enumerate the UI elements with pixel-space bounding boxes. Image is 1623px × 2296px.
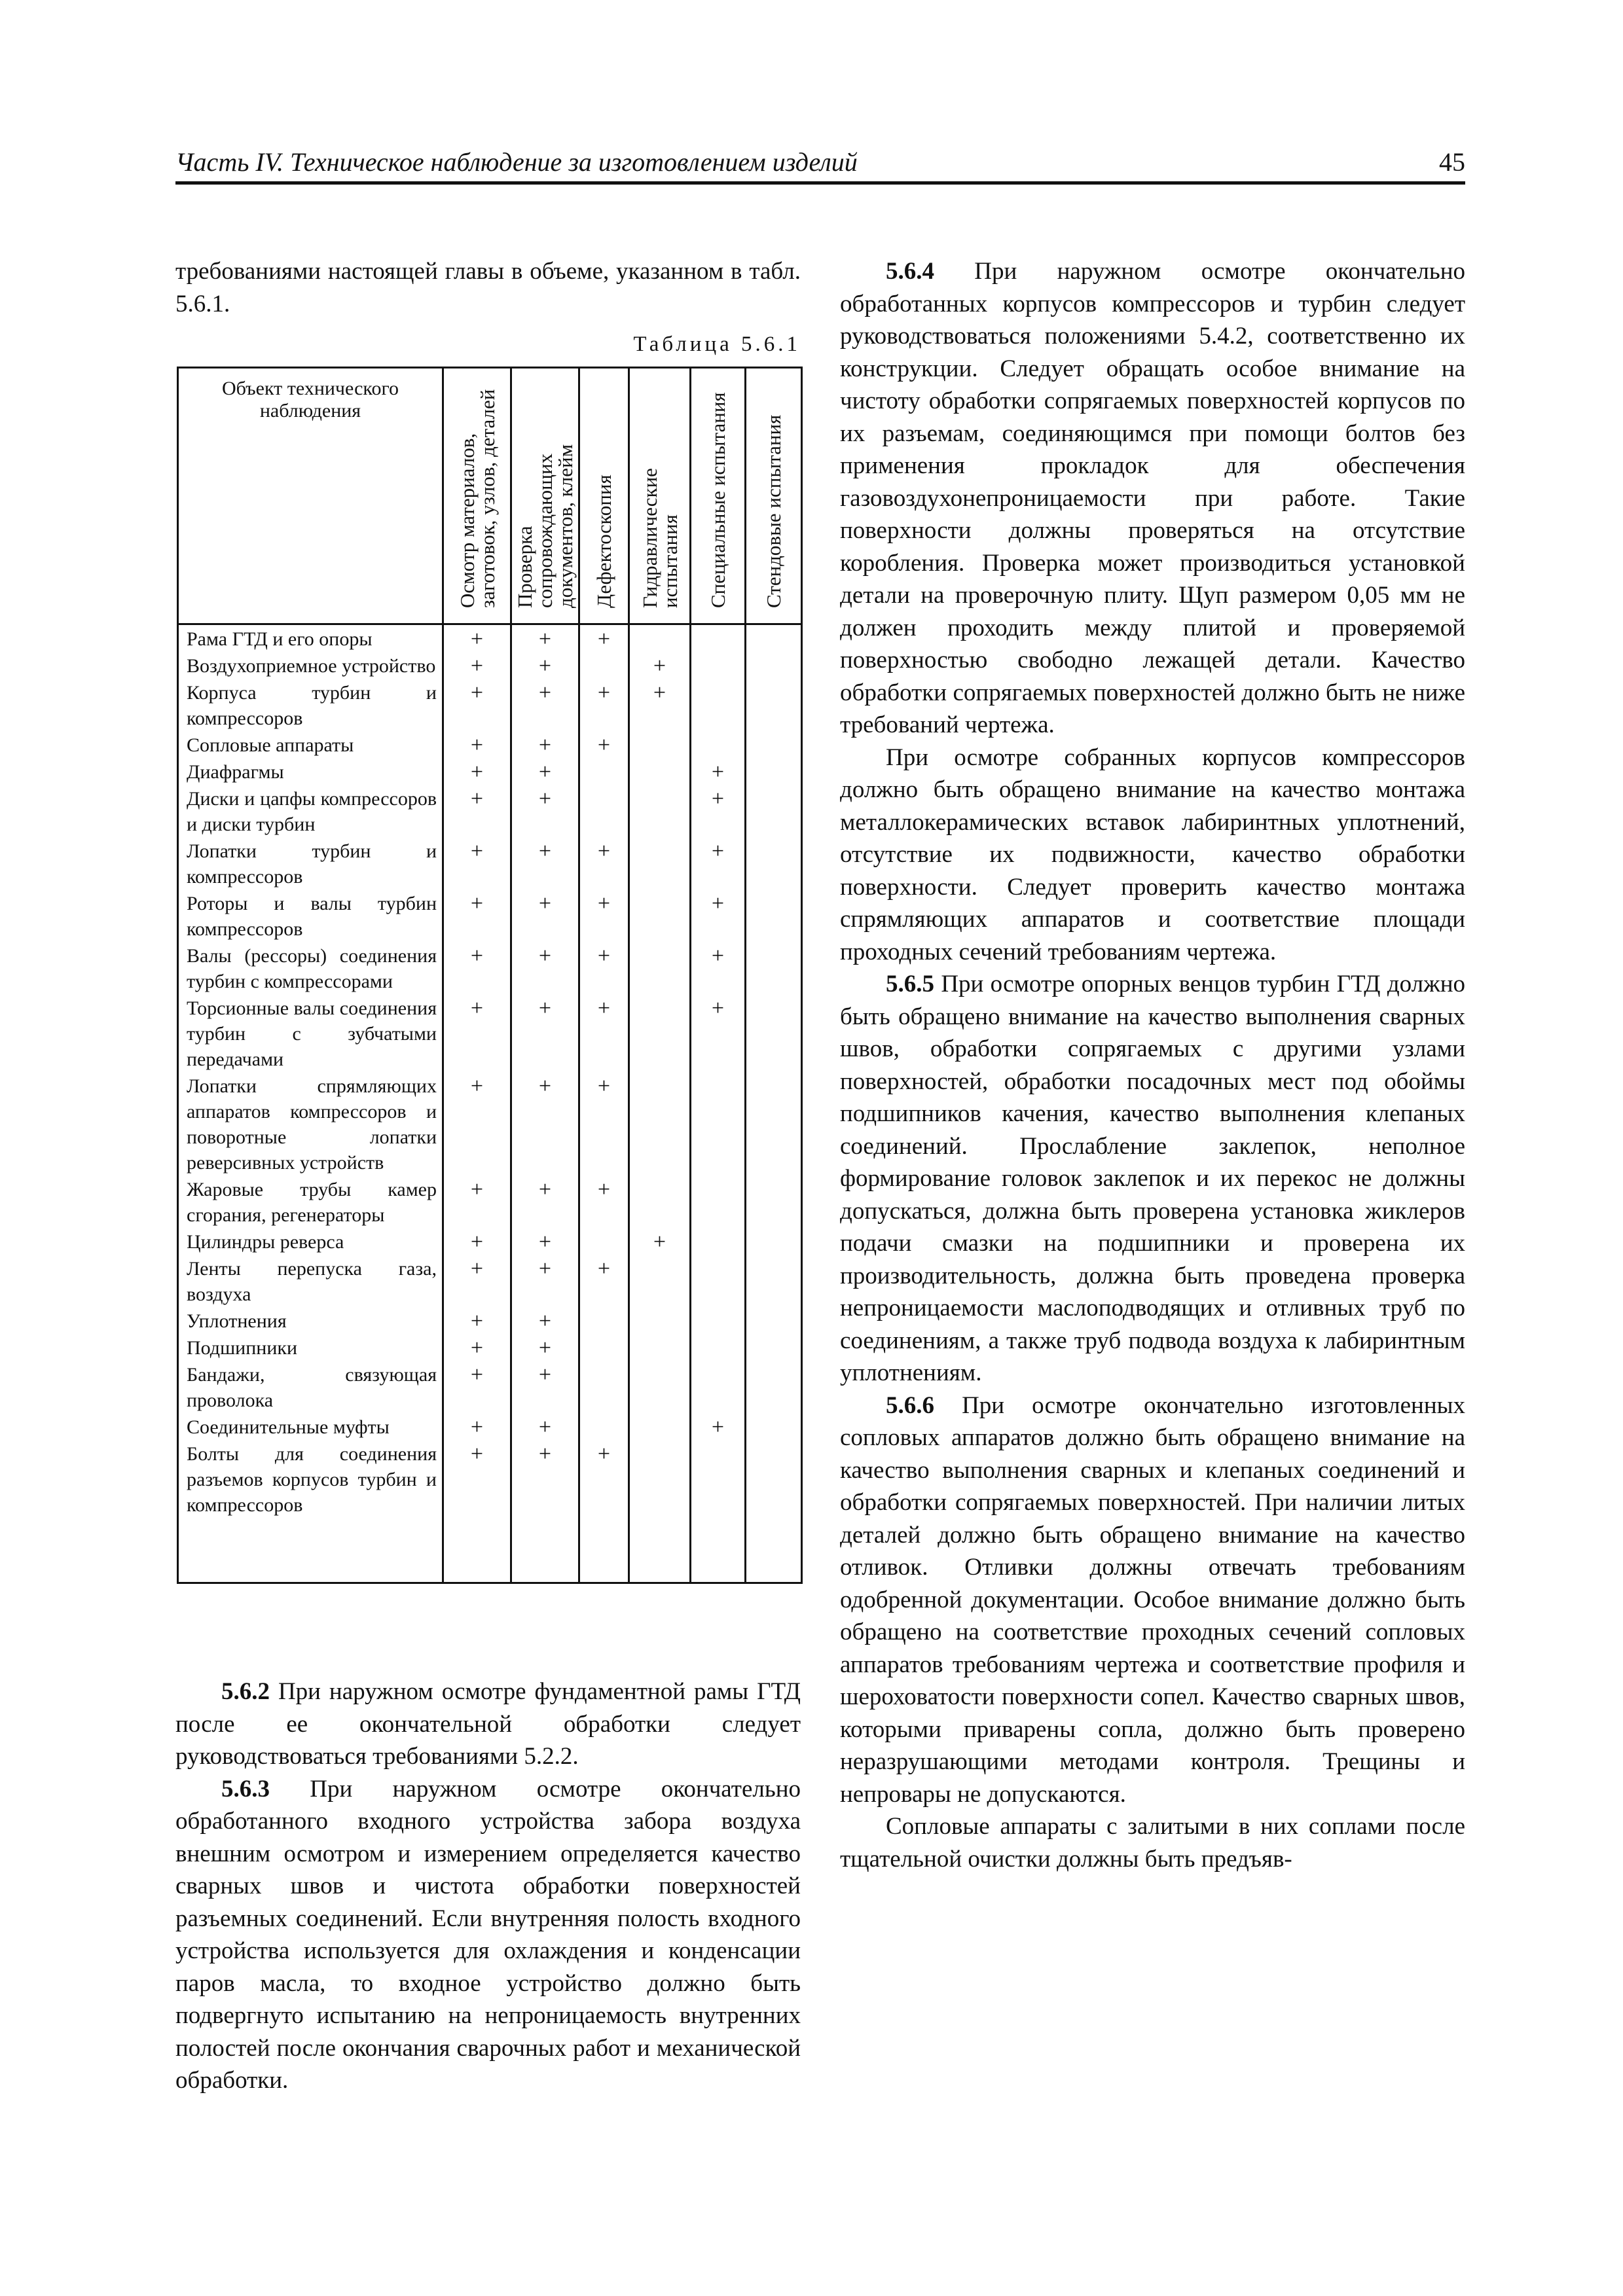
row-mark [629,1307,691,1334]
row-mark: + [443,1334,511,1361]
row-mark: + [629,1228,691,1255]
row-mark [746,785,802,837]
row-mark [691,624,746,653]
row-mark [629,1255,691,1307]
row-mark [629,758,691,785]
clause-number: 5.6.4 [886,258,934,285]
row-mark: + [443,1413,511,1440]
row-mark [629,837,691,889]
row-mark [691,679,746,731]
inspection-table [177,367,803,1584]
row-mark [629,1413,691,1440]
row-mark: + [443,942,511,994]
paragraph-text: При осмотре собранных корпусов компрессоров должно быть обращено внимание на качество монтажа металлокерамических вставок лабиринтных уплотнений, отсутствие их подвижности, качество обработки поверхности. Следует проверить качество монтажа спрямляющих аппаратов и соответствие площади проходных сечений требованиям чертежа. [840,744,1465,965]
paragraph [840,255,1465,742]
page-number: 45 [1439,147,1465,177]
row-mark [691,1307,746,1334]
paragraph [840,1390,1465,1811]
row-mark [691,1255,746,1307]
row-object-name: Роторы и валы турбин компрессоров [178,889,443,942]
row-mark: + [579,1255,629,1307]
row-mark: + [629,652,691,679]
row-mark: + [511,942,579,994]
table-row [178,624,802,653]
table-row [178,652,802,679]
left-paragraphs [175,1676,801,2097]
paragraph-text: При наружном осмотре окончательно обработанного входного устройства забора воздуха внешним осмотром и измерением определяется качество сварных швов и чистота обработки поверхностей разъемных соединений. Если внутренняя полость входного устройства используется для охлаждения и конденсации паров масла, то входное устройство должно быть подвергнуто испытанию на непроницаемость внутренних полостей после окончания сварочных работ и механической обработки. [175,1775,801,2094]
row-mark: + [579,1175,629,1228]
row-mark [691,1334,746,1361]
row-mark: + [511,624,579,653]
row-mark: + [443,1440,511,1518]
row-mark [746,624,802,653]
row-mark: + [579,624,629,653]
table-row [178,1072,802,1175]
row-mark [691,1361,746,1413]
row-mark [746,1255,802,1307]
row-mark: + [511,1228,579,1255]
row-mark [691,1072,746,1175]
row-mark: + [511,1072,579,1175]
row-mark [629,1334,691,1361]
table-row [178,679,802,731]
paragraph-text: При наружном осмотре фундаментной рамы ГТД после ее окончательной обработки следует руководствоваться требованиями 5.2.2. [175,1678,801,1770]
paragraph [840,968,1465,1390]
column-header: Дефектоскопия [579,368,629,624]
row-mark [746,731,802,758]
row-mark [746,837,802,889]
row-mark: + [691,837,746,889]
row-mark [579,652,629,679]
row-object-name: Сопловые аппараты [178,731,443,758]
row-mark [629,1072,691,1175]
row-mark [579,1307,629,1334]
table-row [178,994,802,1072]
row-mark [746,679,802,731]
row-mark: + [511,785,579,837]
table-row [178,942,802,994]
row-object-name: Торсионные валы соединения турбин с зубчатыми передачами [178,994,443,1072]
table-row [178,1307,802,1334]
row-mark: + [691,942,746,994]
column-header: Проверка сопровождающих документов, клейм [511,368,579,624]
row-mark [746,994,802,1072]
table-caption: Таблица 5.6.1 [633,332,801,356]
row-mark: + [443,758,511,785]
row-mark [579,1413,629,1440]
row-mark [746,1334,802,1361]
row-mark [746,1361,802,1413]
row-object-name: Подшипники [178,1334,443,1361]
row-mark: + [443,1175,511,1228]
row-mark [629,942,691,994]
row-mark [691,652,746,679]
row-mark: + [579,889,629,942]
row-mark [629,785,691,837]
row-mark: + [511,1334,579,1361]
row-mark [746,1307,802,1334]
intro-text: требованиями настоящей главы в объеме, указанном в табл. 5.6.1. [175,258,801,317]
row-object-name: Корпуса турбин и компрессоров [178,679,443,731]
row-mark: + [443,1072,511,1175]
row-mark: + [511,1413,579,1440]
row-mark [579,785,629,837]
row-mark [629,994,691,1072]
row-mark: + [443,1307,511,1334]
row-mark [691,1228,746,1255]
column-header: Гидравлические испытания [629,368,691,624]
clause-number: 5.6.5 [886,971,934,997]
row-mark [746,652,802,679]
paragraph-text: При осмотре окончательно изготовленных сопловых аппаратов должно быть обращено внимание на качество выполнения сварных и клепаных соединений и обработки сопрягаемых поверхностей. При наличии литых деталей должно быть обращено внимание на качество отливок. Отливки должны отвечать требованиям одобренной документации. Особое внимание должно быть обращено на соответствие проходных сечений сопловых аппаратов требованиям чертежа и соответствие профиля и шероховатости поверхности сопел. Качество сварных швов, которыми приварены сопла, должно быть проверено неразрушающими методами контроля. Трещины и непровары не допускаются. [840,1391,1465,1808]
table-row [178,731,802,758]
row-mark: + [443,1255,511,1307]
row-mark: + [511,758,579,785]
row-mark: + [511,1175,579,1228]
paragraph-text: При наружном осмотре окончательно обработанных корпусов компрессоров и турбин следует руководствоваться положениями 5.4.2, соответственно их конструкции. Следует обращать особое внимание на чистоту обработки сопрягаемых поверхностей корпусов по их разъемам, соединяющимся при помощи болтов без применения прокладок для обеспечения газовоздухонепроницаемости при работе. Такие поверхности должны проверяться на отсутствие коробления. Проверка может производиться установкой детали на проверочную плиту. Щуп размером 0,05 мм не должен проходить между плитой и проверяемой поверхностью свободно лежащей детали. Качество обработки сопрягаемых поверхностей должно быть не ниже требований чертежа. [840,258,1465,738]
row-mark [629,1361,691,1413]
column-header-object: Объект технического наблюдения [178,368,443,624]
row-mark [629,889,691,942]
table-row [178,1361,802,1413]
row-object-name: Диски и цапфы компрессоров и диски турбин [178,785,443,837]
row-mark [691,731,746,758]
row-mark [746,1440,802,1518]
row-object-name: Ленты перепуска газа, воздуха [178,1255,443,1307]
row-mark [746,1413,802,1440]
right-paragraphs [840,255,1465,1875]
row-mark: + [511,1307,579,1334]
row-mark: + [579,994,629,1072]
table-row [178,1413,802,1440]
paragraph [175,1676,801,1773]
table-row [178,1255,802,1307]
row-mark: + [443,652,511,679]
row-mark [629,731,691,758]
row-object-name: Бандажи, связующая проволока [178,1361,443,1413]
column-header: Специальные испытания [691,368,746,624]
row-mark: + [691,1413,746,1440]
clause-number: 5.6.3 [221,1775,270,1803]
row-object-name: Уплотнения [178,1307,443,1334]
row-mark: + [443,1361,511,1413]
paragraph-text: При осмотре опорных венцов турбин ГТД должно быть обращено внимание на качество выполнения сварных швов, обработки сопрягаемых с другими узлами поверхностей, обработки посадочных мест под обоймы подшипников качения, качество выполнения клепаных соединений. Прослабление заклепок, неполное формирование головок заклепок и их перекос не должны допускаться, должна быть проверена установка жиклеров подачи смазки на подшипники и проверена их производительность, должна быть проведена проверка непроницаемости маслоподводящих и отливных труб по соединениям, а также труб подвода воздуха к лабиринтным уплотнениям. [840,971,1465,1386]
table-row [178,1440,802,1518]
row-object-name: Болты для соединения разъемов корпусов турбин и компрессоров [178,1440,443,1518]
row-mark [691,1175,746,1228]
row-mark: + [511,679,579,731]
header-title: Часть IV. Техническое наблюдение за изготовлением изделий [175,147,858,177]
row-mark: + [511,837,579,889]
row-mark [746,942,802,994]
row-mark: + [443,731,511,758]
row-mark: + [443,679,511,731]
table-row [178,758,802,785]
table-row [178,785,802,837]
row-mark: + [511,994,579,1072]
row-mark [629,1440,691,1518]
table-row [178,837,802,889]
row-mark: + [511,1255,579,1307]
paragraph [840,742,1465,969]
row-mark [746,1228,802,1255]
row-mark: + [443,889,511,942]
table-header-row [178,368,802,624]
row-mark: + [443,994,511,1072]
row-mark: + [579,731,629,758]
paragraph [840,1810,1465,1875]
row-object-name: Валы (рессоры) соединения турбин с компрессорами [178,942,443,994]
row-mark: + [691,758,746,785]
row-mark [579,1228,629,1255]
row-mark [691,1440,746,1518]
row-mark [579,758,629,785]
row-mark: + [511,652,579,679]
row-mark: + [691,889,746,942]
left-intro [175,255,801,320]
row-object-name: Лопатки турбин и компрессоров [178,837,443,889]
table-row [178,1175,802,1228]
row-mark: + [579,942,629,994]
row-mark [746,758,802,785]
row-object-name: Лопатки спрямляющих аппаратов компрессоров и поворотные лопатки реверсивных устройств [178,1072,443,1175]
table-row [178,1334,802,1361]
paragraph [175,1773,801,2097]
row-mark [629,1175,691,1228]
row-object-name: Цилиндры реверса [178,1228,443,1255]
table-row [178,889,802,942]
running-header [175,141,1465,185]
row-mark [629,624,691,653]
row-object-name: Рама ГТД и его опоры [178,624,443,653]
row-object-name: Воздухоприемное устройство [178,652,443,679]
row-mark: + [579,1440,629,1518]
column-header: Осмотр материалов, заготовок, узлов, деталей [443,368,511,624]
row-mark [746,1072,802,1175]
row-mark: + [511,889,579,942]
row-mark: + [443,837,511,889]
row-mark: + [691,785,746,837]
row-object-name: Диафрагмы [178,758,443,785]
paragraph-text: Сопловые аппараты с залитыми в них соплами после тщательной очистки должны быть предъяв- [840,1813,1465,1873]
table-row [178,1228,802,1255]
row-object-name: Жаровые трубы камер сгорания, регенераторы [178,1175,443,1228]
row-mark [579,1334,629,1361]
row-mark: + [691,994,746,1072]
row-mark: + [629,679,691,731]
row-mark: + [511,731,579,758]
row-mark: + [579,1072,629,1175]
row-mark: + [579,679,629,731]
row-mark [746,1175,802,1228]
column-header: Стендовые испытания [746,368,802,624]
row-mark [579,1361,629,1413]
row-mark: + [443,785,511,837]
row-mark: + [443,1228,511,1255]
row-mark: + [443,624,511,653]
row-mark: + [579,837,629,889]
row-mark: + [511,1440,579,1518]
clause-number: 5.6.2 [221,1678,270,1705]
row-object-name: Соединительные муфты [178,1413,443,1440]
row-mark [746,889,802,942]
row-mark: + [511,1361,579,1413]
clause-number: 5.6.6 [886,1391,934,1419]
